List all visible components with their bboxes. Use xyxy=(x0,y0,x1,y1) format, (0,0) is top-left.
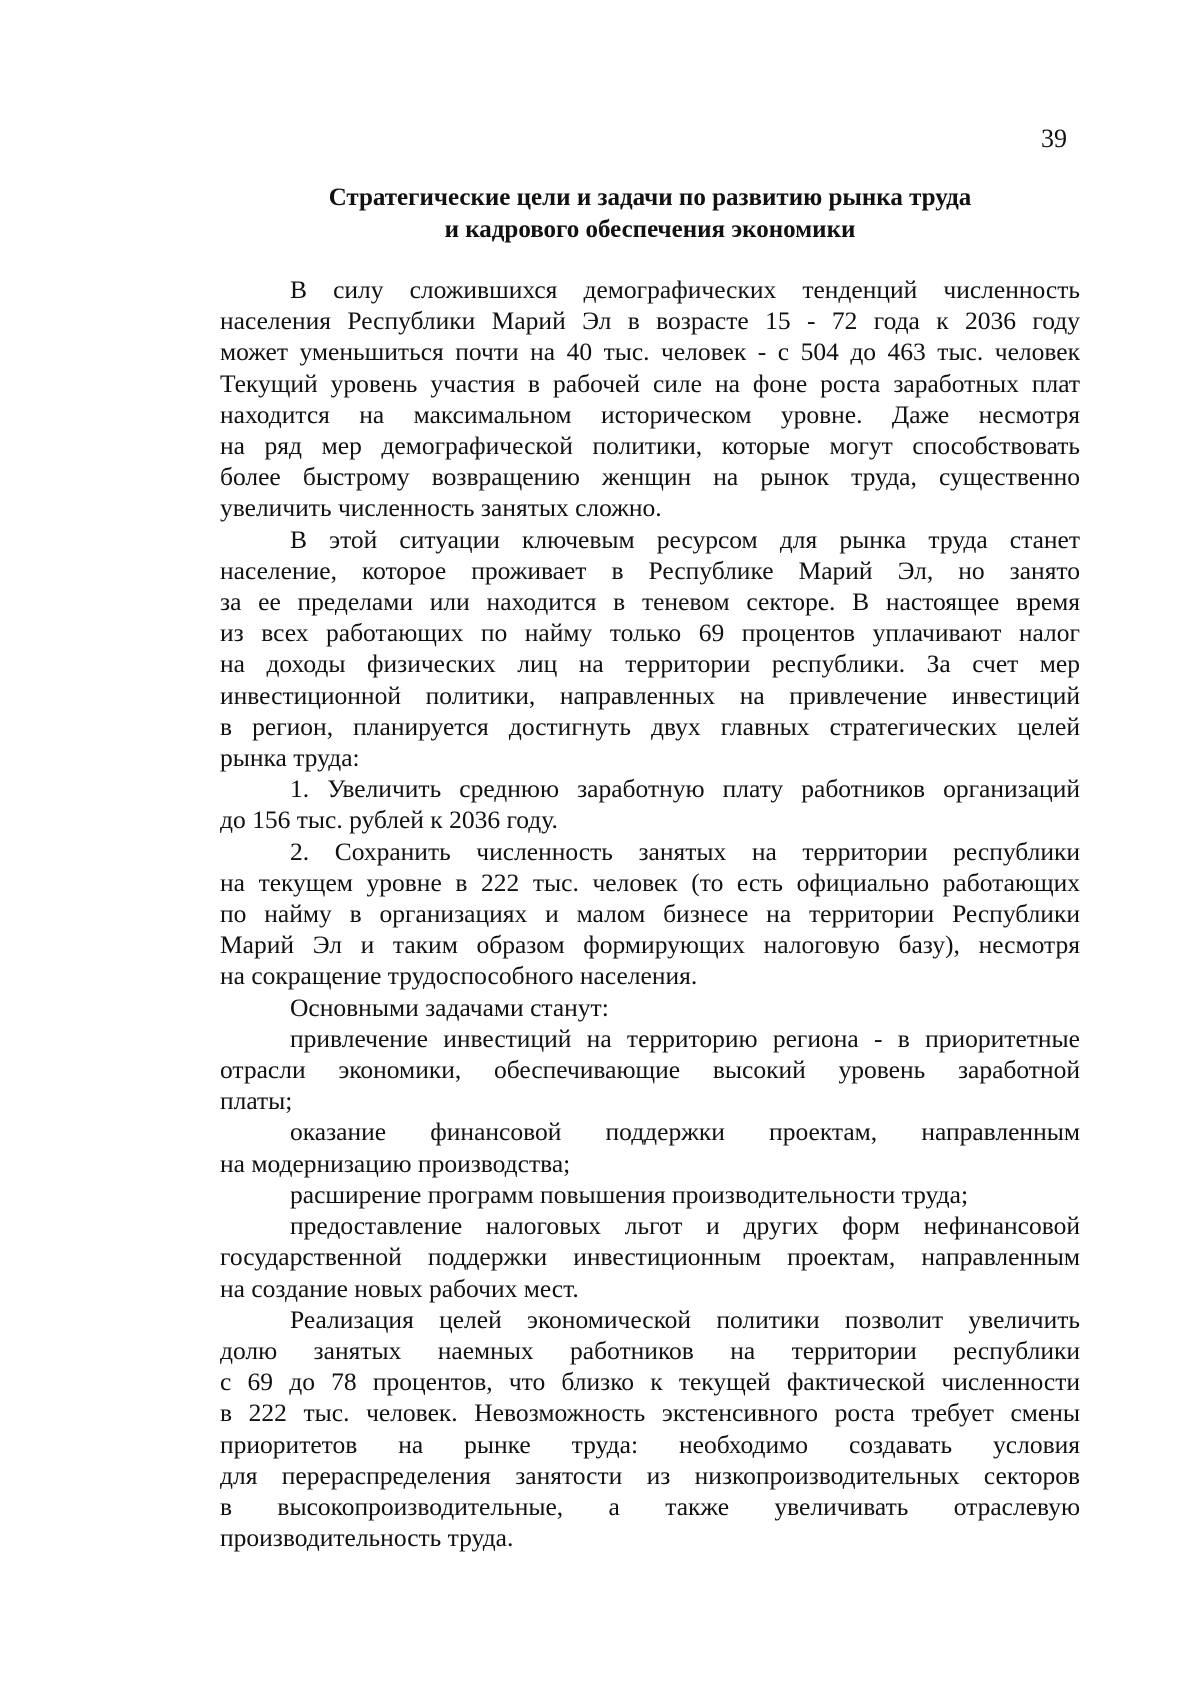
text-line: рынка труда: xyxy=(220,743,360,773)
text-line: на сокращение трудоспособного населения. xyxy=(220,961,698,991)
text-line: на модернизацию производства; xyxy=(220,1148,571,1178)
text-line: 1. Увеличить среднюю заработную плату работников организаций xyxy=(290,774,1080,804)
paragraph xyxy=(220,274,1080,524)
text-line: находится на максимальном историческом уровне. Даже несмотря xyxy=(220,399,1080,429)
text-line: в высокопроизводительные, а также увеличивать отраслевую xyxy=(220,1491,1080,1521)
text-line: платы; xyxy=(220,1086,293,1116)
text-line: привлечение инвестиций на территорию региона - в приоритетные xyxy=(290,1023,1080,1053)
text-line: производительность труда. xyxy=(220,1523,514,1553)
text-line: отрасли экономики, обеспечивающие высокий уровень заработной xyxy=(220,1055,1080,1085)
text-line: с 69 до 78 процентов, что близко к текущей фактической численности xyxy=(220,1367,1080,1397)
text-line: на ряд мер демографической политики, которые могут способствовать xyxy=(220,431,1080,461)
paragraph xyxy=(220,1116,1080,1178)
text-line: на доходы физических лиц на территории республики. За счет мер xyxy=(220,649,1080,679)
text-line: на текущем уровне в 222 тыс. человек (то есть официально работающих xyxy=(220,867,1080,897)
paragraph xyxy=(220,773,1080,835)
text-line: население, которое проживает в Республике Марий Эл, но занято xyxy=(220,555,1080,585)
document-body xyxy=(220,274,1080,1553)
text-line: предоставление налоговых льгот и других форм нефинансовой xyxy=(290,1211,1080,1241)
paragraph xyxy=(220,524,1080,774)
text-line: за ее пределами или находится в теневом секторе. В настоящее время xyxy=(220,587,1080,617)
text-line: из всех работающих по найму только 69 процентов уплачивают налог xyxy=(220,618,1080,648)
paragraph xyxy=(220,992,1080,1023)
paragraph xyxy=(220,1179,1080,1210)
text-line: может уменьшиться почти на 40 тыс. человек - с 504 до 463 тыс. человек xyxy=(220,337,1080,367)
page-number: 39 xyxy=(1041,124,1067,153)
text-line: оказание финансовой поддержки проектам, направленным xyxy=(290,1117,1080,1147)
text-line: более быстрому возвращению женщин на рынок труда, существенно xyxy=(220,462,1080,492)
section-title xyxy=(220,182,1080,246)
paragraph xyxy=(220,1304,1080,1554)
title-line: Стратегические цели и задачи по развитию рынка труда xyxy=(328,184,972,211)
text-line: по найму в организациях и малом бизнесе на территории Республики xyxy=(220,899,1080,929)
text-line: Основными задачами станут: xyxy=(290,992,609,1022)
paragraph xyxy=(220,1210,1080,1304)
text-line: расширение программ повышения производительности труда; xyxy=(290,1179,969,1209)
text-line: увеличить численность занятых сложно. xyxy=(220,493,662,523)
text-line: Марий Эл и таким образом формирующих налоговую базу), несмотря xyxy=(220,930,1080,960)
title-line: и кадрового обеспечения экономики xyxy=(444,216,856,243)
paragraph xyxy=(220,1023,1080,1117)
text-line: государственной поддержки инвестиционным проектам, направленным xyxy=(220,1242,1080,1272)
text-line: населения Республики Марий Эл в возрасте 15 - 72 года к 2036 году xyxy=(220,306,1080,336)
text-line: 2. Сохранить численность занятых на территории республики xyxy=(290,836,1080,866)
text-line: в регион, планируется достигнуть двух главных стратегических целей xyxy=(220,711,1080,741)
text-line: Текущий уровень участия в рабочей силе на фоне роста заработных плат xyxy=(220,368,1080,398)
text-line: В силу сложившихся демографических тенденций численность xyxy=(290,275,1080,304)
text-line: на создание новых рабочих мест. xyxy=(220,1273,579,1303)
text-line: до 156 тыс. рублей к 2036 году. xyxy=(220,805,558,835)
text-line: В этой ситуации ключевым ресурсом для рынка труда станет xyxy=(290,524,1080,554)
text-line: долю занятых наемных работников на территории республики xyxy=(220,1335,1080,1365)
text-line: для перераспределения занятости из низкопроизводительных секторов xyxy=(220,1460,1080,1490)
text-line: инвестиционной политики, направленных на привлечение инвестиций xyxy=(220,680,1080,710)
text-line: Реализация целей экономической политики позволит увеличить xyxy=(290,1304,1080,1334)
text-line: в 222 тыс. человек. Невозможность экстенсивного роста требует смены xyxy=(220,1398,1080,1428)
paragraph xyxy=(220,836,1080,992)
text-line: приоритетов на рынке труда: необходимо создавать условия xyxy=(220,1429,1080,1459)
